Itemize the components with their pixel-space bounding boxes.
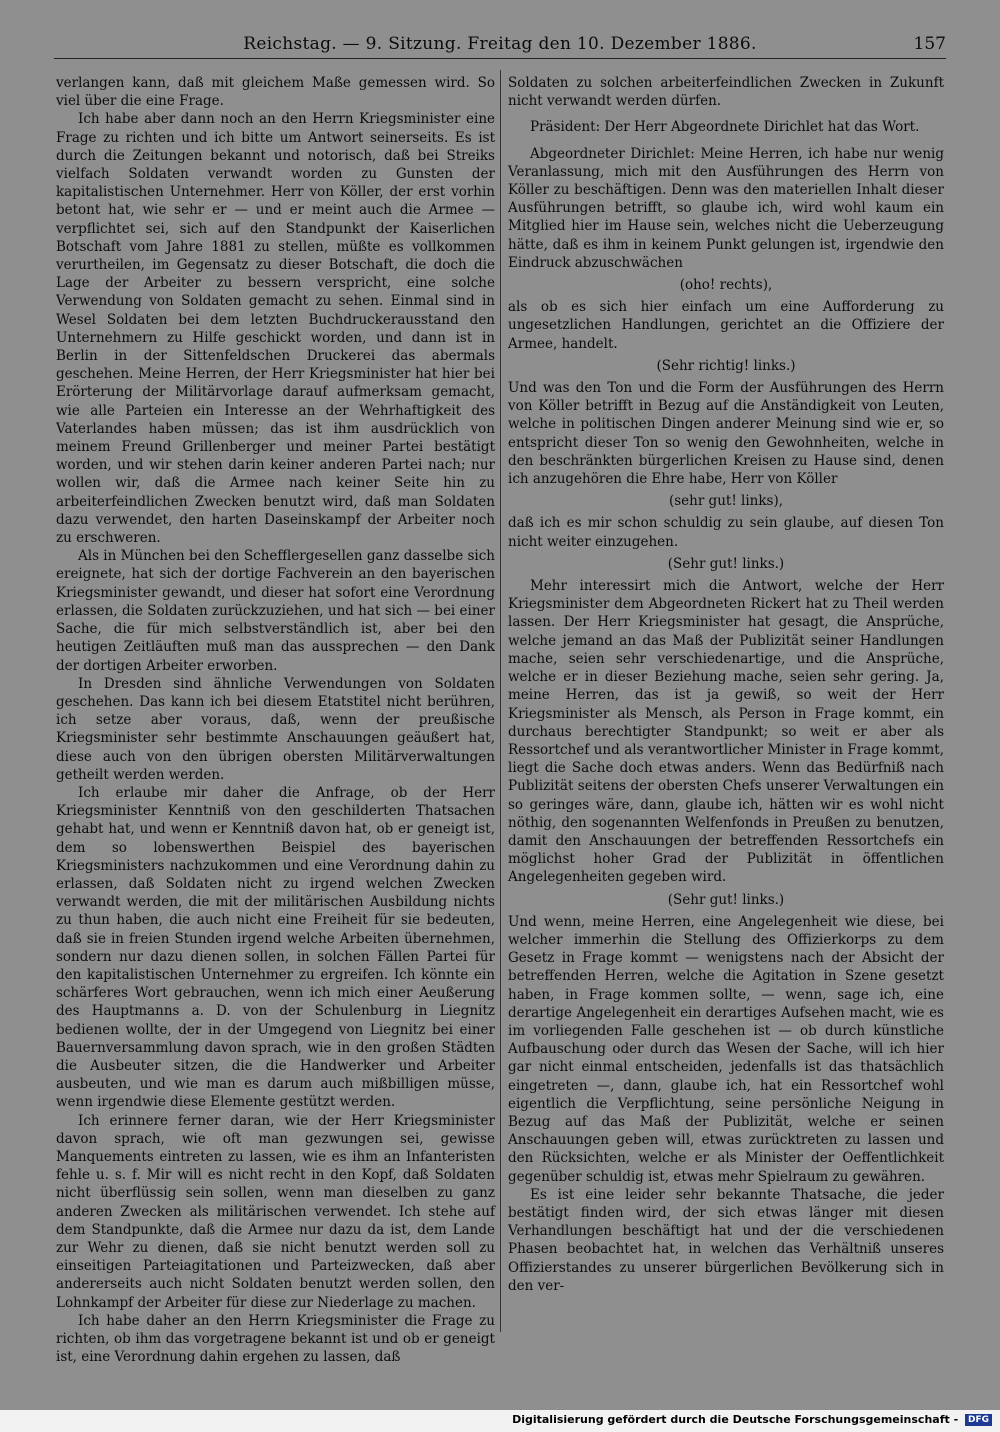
paragraph: daß ich es mir schon schuldig zu sein glaube, auf diesen Ton nicht weiter einzugehen. <box>508 515 944 550</box>
page-number: 157 <box>913 34 946 54</box>
dfg-logo-icon: DFG <box>965 1414 992 1426</box>
running-head: Reichstag. — 9. Sitzung. Freitag den 10. Dezember 1886. <box>243 34 757 54</box>
paragraph: Ich erinnere ferner daran, wie der Herr Kriegsminister davon sprach, wie oft man gezwungen sei, gewisse Manquements eintreten zu lassen, wie es ihm an Infanteristen fehle u. s. f. Mir will es nicht recht in den Kopf, daß Soldaten nicht überflüssig sein sollen, wenn man dieselben zu ganz anderen Zwecken als militärischen verwendet. Ich stehe auf dem Standpunkte, daß die Armee nur dazu da ist, dem Lande zur Wehr zu dienen, daß sie nicht benutzt werden soll zu einseitigen Parteiagitationen und Parteizwecken, daß aber andererseits auch nicht Soldaten benutzt werden sollen, den Lohnkampf der Arbeiter für diese zur Niederlage zu machen. <box>56 1112 495 1311</box>
speaker-paragraph: Präsident: Der Herr Abgeordnete Dirichlet hat das Wort. <box>530 119 920 136</box>
interjection: (Sehr gut! links.) <box>667 555 785 572</box>
interjection: (oho! rechts), <box>679 277 773 294</box>
paragraph: Ich habe aber dann noch an den Herrn Kriegsminister eine Frage zu richten und ich bitte um Antwort seinerseits. Es ist durch die Zeitungen bekannt und notorisch, daß bei Streiks vielfach Soldaten verwandt worden zu Gunsten der kapitalistischen Unternehmer. Herr von Köller, der erst vorhin betont hat, wie sehr er — und er meint auch die Armee — verpflichtet sei, sich auf den Standpunkt der Kaiserlichen Botschaft vom Jahre 1881 zu stellen, müßte es vollkommen verurtheilen, im Gegensatz zu dieser Botschaft, die doch die Lage der Arbeiter zu bessern verspricht, eine solche Verwendung von Soldaten gemacht zu sehen. Einmal sind in Wesel Soldaten bei dem letzten Buchdruckerausstand den Unternehmern zu Hilfe geschickt worden, und dann ist in Berlin in der Sittenfeldschen Druckerei das abermals geschehen. Meine Herren, der Herr Kriegsminister hat hier bei Erörterung der Militärvorlage darauf aufmerksam gemacht, wie alle Parteien ein Interesse an der Wehrhaftigkeit des Vaterlandes haben müssen; das ist ihm ausdrücklich von meinem Freund Grillenberger und meiner Partei bestätigt worden, und wir stehen darin keiner anderen Partei nach; nur wollen wir, daß die Armee nach keiner Seite hin zu arbeiterfeindlichen Zwecken benutzt wird, daß man Soldaten dazu verwendet, den harten Daseinskampf der Arbeiter noch zu erschweren. <box>56 111 495 547</box>
paragraph: als ob es sich hier einfach um eine Aufforderung zu ungesetzlichen Handlungen, gerichtet an die Offiziere der Armee, handelt. <box>508 299 944 352</box>
right-column <box>508 74 944 1295</box>
paragraph: Als in München bei den Schefflergesellen ganz dasselbe sich ereignete, hat sich der dortige Fachverein an den bayerischen Kriegsminister gewandt, und dieser hat sofort eine Verordnung erlassen, die Soldaten zurückzuziehen, und hat sich — bei einer Sache, die für mich selbstverständlich ist, aber bei den heutigen Zeitläuften muß man das aussprechen — den Dank der dortigen Arbeiter erworben. <box>56 548 495 674</box>
paragraph: Mehr interessirt mich die Antwort, welche der Herr Kriegsminister dem Abgeordneten Rickert hat zu Theil werden lassen. Der Herr Kriegsminister hat gesagt, die Ansprüche, welche jemand an das Maß der Publizität seiner Handlungen mache, seien sehr verschiedenartige, und die Ansprüche, welche er in dieser Beziehung mache, seien sehr gering. Ja, meine Herren, das ist ja gewiß, so weit der Herr Kriegsminister als Mensch, als Person in Frage kommt, ein durchaus berechtigter Standpunkt; so weit er aber als Ressortchef und als verantwortlicher Minister in Frage kommt, liegt die Sache doch etwas anders. Wenn das Bedürfniß nach Publizität seitens der obersten Chefs unserer Verwaltungen ein so geringes wäre, dann, glaube ich, hätten wir es wohl nicht nöthig, den sogenannten Welfenfonds in Preußen zu benutzen, damit den Anschauungen der betreffenden Ressortchefs ein möglichst hoher Grad der Publizität in öffentlichen Angelegenheiten gegeben wird. <box>508 578 944 886</box>
paragraph: In Dresden sind ähnliche Verwendungen von Soldaten geschehen. Das kann ich bei diesem Etatstitel nicht berühren, ich setze aber voraus, daß, wenn der preußische Kriegsminister sehr bestimmte Anschauungen geäußert hat, diese auch von den übrigen obersten Militärverwaltungen getheilt werden werden. <box>56 675 495 783</box>
paragraph: Und wenn, meine Herren, eine Angelegenheit wie diese, bei welcher immerhin die Stellung des Offizierkorps zu dem Gesetz in Frage kommt — wenigstens nach der Absicht der betreffenden Herren, welche die Agitation in Szene gesetzt haben, in Frage kommen sollte, — wenn, sage ich, eine derartige Angelegenheit ein derartiges Aufsehen macht, wie es im vorliegenden Falle geschehen ist — ob durch künstliche Aufbauschung oder durch das Wesen der Sache, will ich hier gar nicht einmal entscheiden, jedenfalls ist das thatsächlich eingetreten —, dann, glaube ich, hat ein Ressortchef wohl eigentlich die Verpflichtung, seine persönliche Neigung in Bezug auf das Maß der Publizität, welche er seinen Anschauungen geben will, etwas zurücktreten zu lassen und den Rücksichten, welche er als Minister der Oeffentlichkeit gegenüber schuldig ist, etwas mehr Spielraum zu gewähren. <box>508 913 944 1185</box>
interjection: (Sehr gut! links.) <box>667 891 785 908</box>
paragraph: Es ist eine leider sehr bekannte Thatsache, die jeder bestätigt finden wird, der sich etwas länger mit diesen Verhandlungen beschäftigt hat und der die verschiedenen Phasen beobachtet hat, in welchen das Verhältniß unseres Offizierstandes zu unserer bürgerlichen Bevölkerung sich in den ver- <box>508 1186 944 1294</box>
paragraph: Und was den Ton und die Form der Ausführungen des Herrn von Köller betrifft in Bezug auf die Anständigkeit von Leuten, welche in politischen Dingen anderer Meinung sind wie er, so entspricht dieser Ton so wenig den Gewohnheiten, welche in den beschränkten bürgerlichen Kreisen zu Hause sind, denen ich anzugehören die Ehre habe, Herr von Köller <box>508 380 944 488</box>
paragraph: Ich habe daher an den Herrn Kriegsminister die Frage zu richten, ob ihm das vorgetragene bekannt ist und ob er geneigt ist, eine Verordnung dahin ergehen zu lassen, daß <box>56 1312 495 1366</box>
page-header <box>54 34 946 59</box>
paragraph: Ich erlaube mir daher die Anfrage, ob der Herr Kriegsminister Kenntniß von den geschilderten Thatsachen gehabt hat, und wenn er Kenntniß davon hat, ob er geneigt ist, dem so lobenswerthen Beispiel des bayerischen Kriegsministers nachzukommen und eine Verordnung dahin zu erlassen, daß Soldaten nicht zu irgend welchen Zwecken verwandt werden, die mit der militärischen Ausbildung nichts zu thun haben, die auch nicht eine Freiheit für sie bedeuten, daß sie in freien Stunden irgend welche Arbeiten übernehmen, sondern nur dazu dienen sollen, in solchen Fällen Partei für den kapitalistischen Unternehmer zu ergreifen. Ich könnte ein schärferes Wort gebrauchen, wenn ich mich einer Aeußerung des Hauptmanns a. D. von der Schulenburg in Liegnitz bedienen wollte, der in der Umgegend von Liegnitz bei einer Bauernversammlung davon sprach, wie in den großen Städten die Ausbeuter sitzen, die die Handwerker und Arbeiter ausbeuten, und wie man es darum auch mißbilligen müsse, wenn irgendwie diese Elemente gestützt werden. <box>56 784 495 1111</box>
digitization-credit <box>512 1413 992 1426</box>
credit-text: Digitalisierung gefördert durch die Deutsche Forschungsgemeinschaft - <box>512 1413 959 1426</box>
interjection: (sehr gut! links), <box>668 493 784 510</box>
column-divider <box>500 70 501 1332</box>
left-column <box>56 74 495 1366</box>
paragraph: Soldaten zu solchen arbeiterfeindlichen Zwecken in Zukunft nicht verwandt werden dürfen. <box>508 75 944 110</box>
paragraph: verlangen kann, daß mit gleichem Maße gemessen wird. So viel über die eine Frage. <box>56 75 495 110</box>
speaker-paragraph: Abgeordneter Dirichlet: Meine Herren, ich habe nur wenig Veranlassung, mich mit den Ausführungen des Herrn von Köller zu beschäftigen. Denn was den materiellen Inhalt dieser Ausführungen betrifft, so glaube ich, wird wohl kaum ein Mitglied hier im Hause sein, welches nicht die Ueberzeugung hätte, daß es ihm in keinem Punkt gelungen ist, irgendwie den Eindruck abzuschwächen <box>508 145 944 271</box>
interjection: (Sehr richtig! links.) <box>656 357 796 374</box>
